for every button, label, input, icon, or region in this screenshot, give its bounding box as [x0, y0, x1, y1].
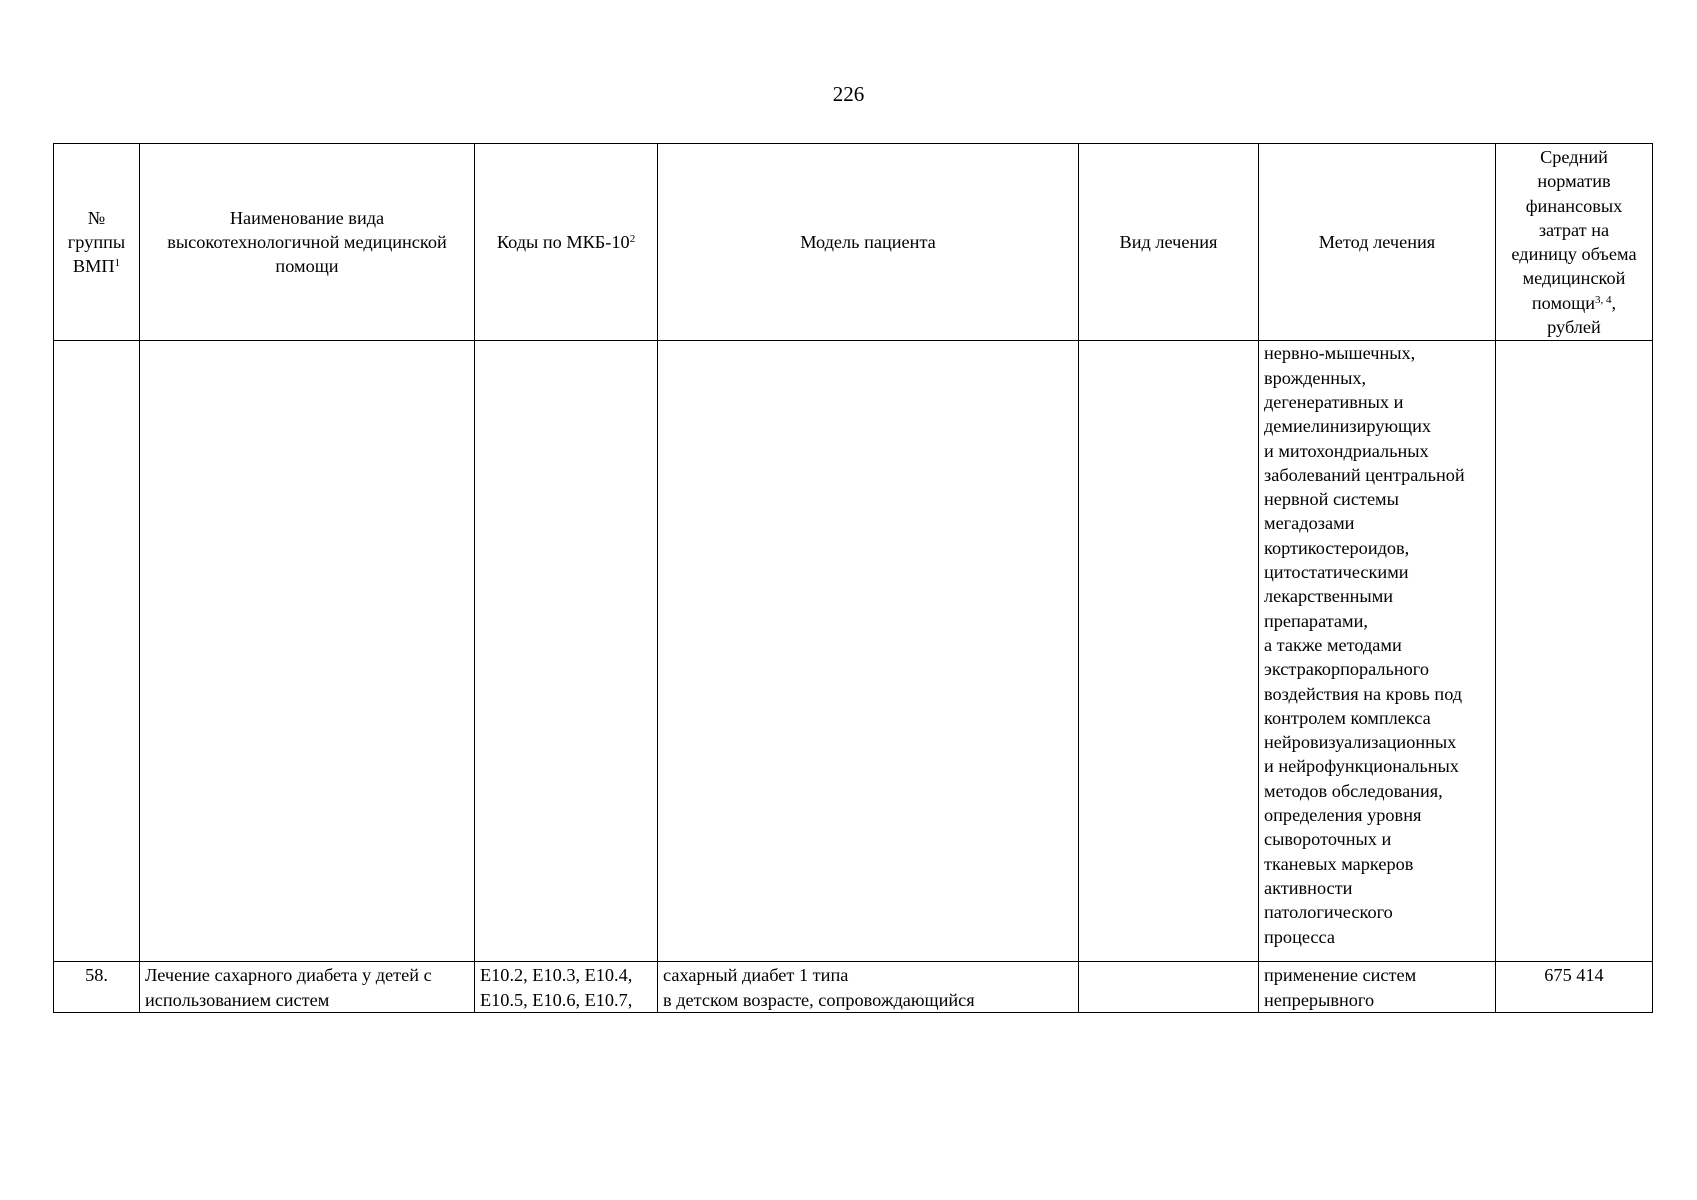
care-name-line: использованием систем: [145, 989, 330, 1010]
treatment-method-line: воздействия на кровь под: [1264, 683, 1463, 704]
header-cost-standard: [1496, 144, 1653, 341]
header-icd-codes-label: Коды по МКБ-10: [496, 232, 630, 253]
cell-care-name: [140, 962, 475, 1013]
patient-model-line: в детском возрасте, сопровождающийся: [663, 989, 975, 1010]
cell-empty: [658, 341, 1079, 962]
treatment-method-line: нервно-мышечных,: [1264, 343, 1416, 364]
treatment-method-line: экстракорпорального: [1264, 659, 1429, 680]
header-cost-line: затрат на: [1538, 219, 1610, 240]
header-group-number-line: ВМП: [72, 256, 115, 277]
treatment-method-line: контролем комплекса: [1264, 707, 1431, 728]
page-number: 226: [832, 82, 865, 106]
header-icd-codes: [475, 144, 658, 341]
header-care-name: [140, 144, 475, 341]
treatment-method-line: демиелинизирующих: [1264, 416, 1432, 437]
treatment-method-text: [1264, 341, 1490, 948]
vmp-table: [53, 143, 1653, 1013]
treatment-method-line: активности: [1264, 877, 1353, 898]
cell-icd-codes: [475, 962, 658, 1013]
treatment-method-line: врожденных,: [1264, 367, 1367, 388]
footnote-ref: 3, 4: [1595, 293, 1612, 306]
cell-patient-model: [658, 962, 1079, 1013]
treatment-method-line: определения уровня: [1264, 805, 1422, 826]
header-cost-line: Средний: [1540, 147, 1608, 167]
treatment-method-line: заболеваний центральной: [1264, 464, 1465, 485]
cell-empty: [1496, 341, 1653, 962]
table-header-row: [54, 144, 1653, 341]
header-cost-line: медицинской: [1522, 268, 1626, 289]
treatment-method-line: дегенеративных и: [1264, 391, 1404, 412]
header-care-name-line: Наименование вида: [229, 207, 385, 228]
icd-codes-line: E10.5, E10.6, E10.7,: [480, 989, 633, 1010]
header-treatment-type: Вид лечения: [1079, 144, 1259, 341]
header-cost-line: помощи: [1531, 292, 1596, 313]
header-patient-model: Модель пациента: [658, 144, 1079, 341]
treatment-method-line: методов обследования,: [1264, 780, 1443, 801]
cell-empty: [140, 341, 475, 962]
header-care-name-line: высокотехнологичной медицинской: [167, 232, 447, 253]
treatment-method-line: патологического: [1264, 902, 1393, 923]
footnote-ref: 2: [629, 233, 636, 246]
icd-codes-line: E10.2, E10.3, E10.4,: [480, 965, 633, 986]
treatment-method-line: сывороточных и: [1264, 829, 1392, 850]
header-cost-line: финансовых: [1525, 195, 1623, 216]
cell-empty: [1079, 341, 1259, 962]
footnote-ref: 1: [114, 257, 121, 270]
header-care-name-line: помощи: [275, 256, 339, 277]
treatment-method-line: кортикостероидов,: [1264, 537, 1410, 558]
cell-empty: [54, 341, 140, 962]
header-cost-line: норматив: [1537, 171, 1611, 192]
table-row-continuation: [54, 341, 1653, 962]
header-cost-line: единицу объема: [1511, 244, 1637, 265]
treatment-method-line: препаратами,: [1264, 610, 1368, 631]
treatment-method-line: тканевых маркеров: [1264, 853, 1414, 874]
header-group-number: [54, 144, 140, 341]
treatment-method-line: и нейрофункциональных: [1264, 756, 1459, 777]
cell-treatment-type: [1079, 962, 1259, 1013]
treatment-method-line: применение систем: [1264, 965, 1417, 986]
header-treatment-method: Метод лечения: [1259, 144, 1496, 341]
care-name-line: Лечение сахарного диабета у детей с: [145, 965, 432, 986]
cell-group-number: 58.: [54, 962, 140, 1013]
patient-model-line: сахарный диабет 1 типа: [663, 965, 849, 986]
treatment-method-line: цитостатическими: [1264, 562, 1409, 583]
treatment-method-line: а также методами: [1264, 634, 1402, 655]
header-cost-comma: ,: [1611, 292, 1617, 313]
table-row: [54, 962, 1653, 1013]
header-group-number-line: группы: [67, 232, 126, 253]
treatment-method-line: нервной системы: [1264, 489, 1399, 510]
header-cost-line: рублей: [1547, 317, 1601, 338]
header-group-number-line: №: [87, 207, 106, 228]
treatment-method-line: мегадозами: [1264, 513, 1355, 534]
treatment-method-line: нейровизуализационных: [1264, 732, 1457, 753]
treatment-method-line: непрерывного: [1264, 989, 1375, 1010]
treatment-method-line: и митохондриальных: [1264, 440, 1429, 461]
treatment-method-line: процесса: [1264, 926, 1335, 947]
treatment-method-line: лекарственными: [1264, 586, 1394, 607]
cell-treatment-method: [1259, 962, 1496, 1013]
cell-treatment-method: [1259, 341, 1496, 962]
cell-cost: 675 414: [1496, 962, 1653, 1013]
cell-empty: [475, 341, 658, 962]
